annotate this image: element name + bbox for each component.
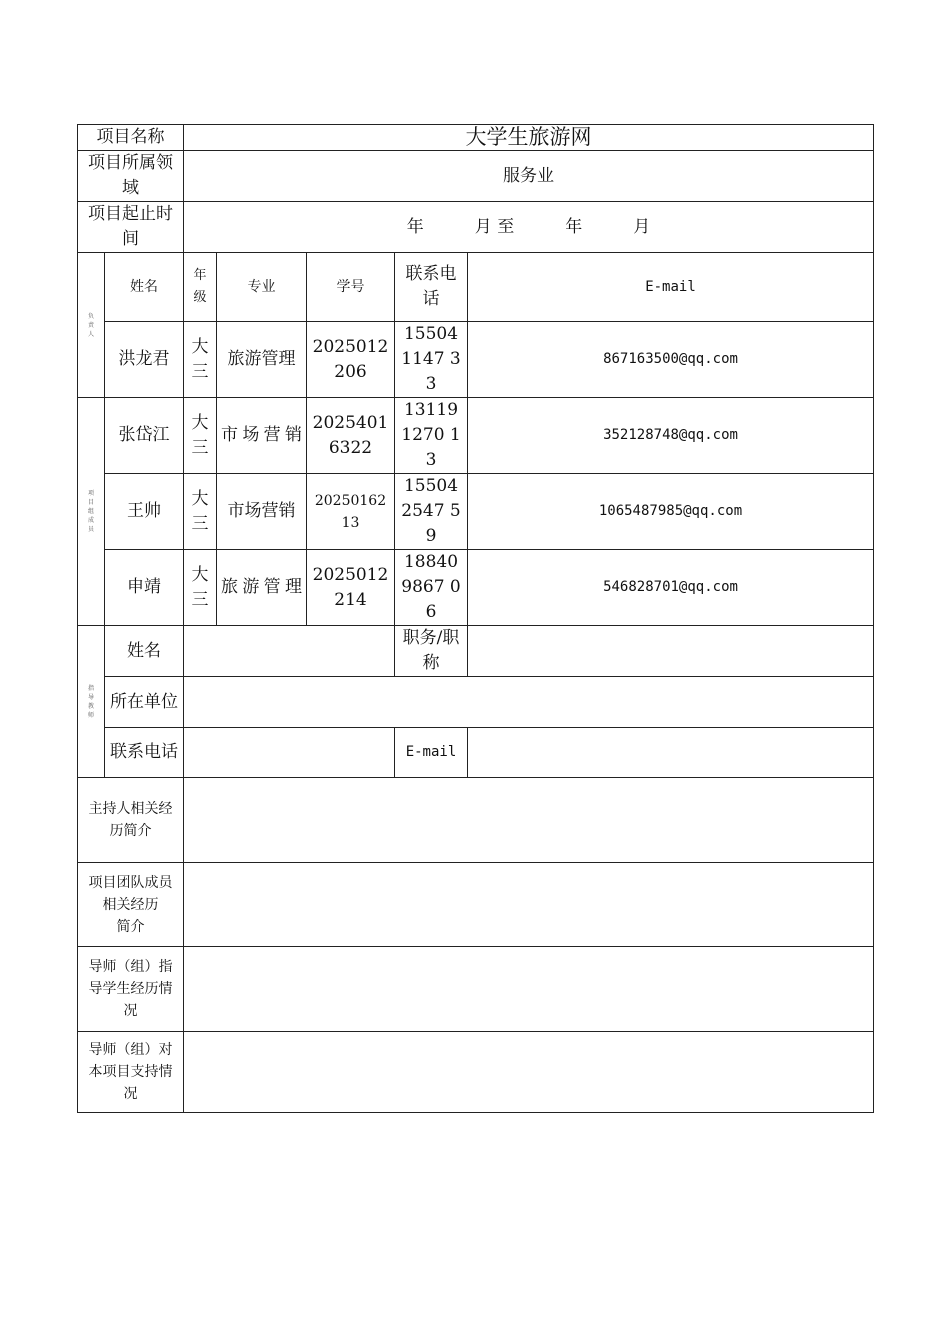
- leader-side-label: 负责人: [78, 253, 105, 398]
- mentor-unit-label: 所在单位: [105, 677, 184, 728]
- team-experience-field[interactable]: [184, 863, 874, 947]
- mentor-name-field[interactable]: [184, 626, 395, 677]
- project-field-value[interactable]: 服务业: [184, 151, 874, 202]
- mentor-title-label: 职务/职称: [395, 626, 468, 677]
- row-project-field: [78, 151, 874, 202]
- team-experience-line-2: 相关经历: [102, 896, 159, 913]
- row-mentor-guidance: [78, 947, 874, 1032]
- project-field-label: 项目所属领域: [78, 151, 184, 202]
- member-major[interactable]: 市场营销: [217, 474, 307, 550]
- row-mentor-support: [78, 1032, 874, 1113]
- table-row: [78, 322, 874, 398]
- row-mentor-name: [78, 626, 874, 677]
- application-form: [77, 124, 874, 1113]
- project-name-value[interactable]: 大学生旅游网: [184, 125, 874, 151]
- member-phone[interactable]: 155042547 59: [395, 474, 468, 550]
- member-grade[interactable]: 大三: [184, 474, 217, 550]
- header-phone: 联系电话: [395, 253, 468, 322]
- mentor-phone-field[interactable]: [184, 728, 395, 778]
- member-email[interactable]: 1065487985@qq.com: [468, 474, 874, 550]
- mentor-support-label: 导师（组）对本项目支持情况: [78, 1032, 184, 1113]
- project-name-label: 项目名称: [78, 125, 184, 151]
- member-name[interactable]: 张岱江: [105, 398, 184, 474]
- mentor-support-field[interactable]: [184, 1032, 874, 1113]
- member-major[interactable]: 市场营销: [217, 398, 307, 474]
- mentor-name-label: 姓名: [105, 626, 184, 677]
- table-row: [78, 550, 874, 626]
- member-phone[interactable]: 131191270 13: [395, 398, 468, 474]
- member-email[interactable]: 546828701@qq.com: [468, 550, 874, 626]
- member-student-id[interactable]: 20254016322: [307, 398, 395, 474]
- row-host-experience: [78, 778, 874, 863]
- mentor-email-label: E-mail: [395, 728, 468, 778]
- team-experience-line-3: 简介: [116, 918, 145, 935]
- header-name: 姓名: [105, 253, 184, 322]
- host-experience-label: 主持人相关经历简介: [78, 778, 184, 863]
- member-phone[interactable]: 155041147 33: [395, 322, 468, 398]
- mentor-unit-field[interactable]: [184, 677, 874, 728]
- row-project-name: [78, 125, 874, 151]
- table-row: [78, 398, 874, 474]
- member-grade[interactable]: 大三: [184, 550, 217, 626]
- member-email[interactable]: 867163500@qq.com: [468, 322, 874, 398]
- header-email: E-mail: [468, 253, 874, 322]
- header-student-id: 学号: [307, 253, 395, 322]
- mentor-title-field[interactable]: [468, 626, 874, 677]
- project-time-value[interactable]: 年 月 至 年 月: [184, 202, 874, 253]
- member-email[interactable]: 352128748@qq.com: [468, 398, 874, 474]
- header-grade: 年级: [184, 253, 217, 322]
- member-student-id[interactable]: 2025012206: [307, 322, 395, 398]
- member-student-id[interactable]: 2025016213: [307, 474, 395, 550]
- row-mentor-unit: [78, 677, 874, 728]
- member-major[interactable]: 旅游管理: [217, 550, 307, 626]
- mentor-guidance-label: 导师（组）指导学生经历情况: [78, 947, 184, 1032]
- member-name[interactable]: 洪龙君: [105, 322, 184, 398]
- member-student-id[interactable]: 2025012214: [307, 550, 395, 626]
- row-team-experience: [78, 863, 874, 947]
- project-time-label: 项目起止时间: [78, 202, 184, 253]
- team-side-label: 项目组成员: [78, 398, 105, 626]
- member-grade[interactable]: 大三: [184, 398, 217, 474]
- row-mentor-phone: [78, 728, 874, 778]
- row-project-time: [78, 202, 874, 253]
- member-name[interactable]: 王帅: [105, 474, 184, 550]
- mentor-phone-label: 联系电话: [105, 728, 184, 778]
- member-name[interactable]: 申靖: [105, 550, 184, 626]
- member-phone[interactable]: 188409867 06: [395, 550, 468, 626]
- mentor-guidance-field[interactable]: [184, 947, 874, 1032]
- table-row: [78, 474, 874, 550]
- host-experience-field[interactable]: [184, 778, 874, 863]
- team-experience-label: [78, 863, 184, 947]
- mentor-side-label: 指导教师: [78, 626, 105, 778]
- header-major: 专业: [217, 253, 307, 322]
- mentor-email-field[interactable]: [468, 728, 874, 778]
- row-member-header: [78, 253, 874, 322]
- member-major[interactable]: 旅游管理: [217, 322, 307, 398]
- team-experience-line-1: 项目团队成员: [88, 874, 173, 891]
- member-grade[interactable]: 大三: [184, 322, 217, 398]
